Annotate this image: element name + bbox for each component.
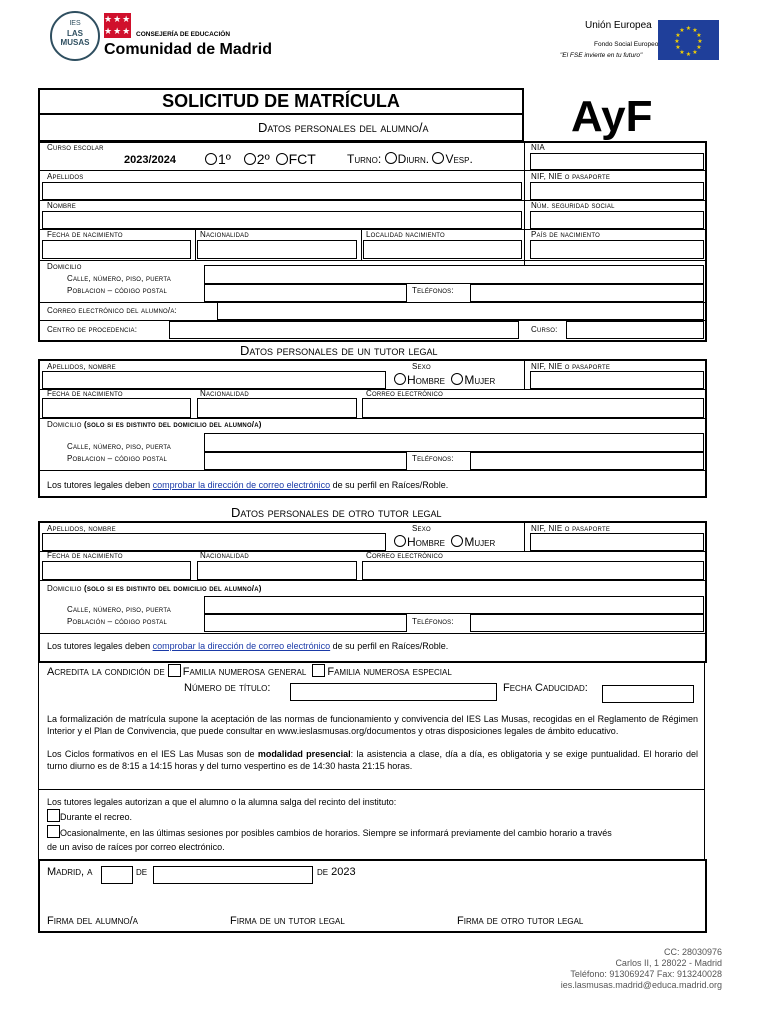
school-logo-main: LAS MUSAS (60, 29, 90, 47)
svg-text:★: ★ (685, 51, 692, 58)
tutor2-poblacion-field[interactable] (204, 614, 407, 632)
footer-address: Carlos II, 1 28022 - Madrid (615, 958, 722, 968)
tutor2-nif-field[interactable] (530, 533, 704, 551)
tutor1-nif-field[interactable] (530, 371, 704, 389)
caducidad-label: Fecha Caducidad: (503, 682, 588, 694)
legal-paragraph-2 (47, 749, 698, 772)
tutor2-domicilio-note: (solo si es distinto del domicilio del alumno/a) (84, 584, 262, 593)
tutor1-correo-field[interactable] (362, 398, 704, 418)
acredita-label: Acredita la condición de (47, 666, 165, 678)
nia-field[interactable] (530, 153, 704, 170)
legal-paragraph-1: La formalización de matrícula supone la aceptación de las normas de funcionamiento y convivencia del IES Las Musas, recogidas en el Reglamento de Régimen Interior y el Plan de Convivencia, que puede consultar en www.ieslasmusas.org/documentos y otras disposiciones legales de ámbito educativo. (47, 714, 698, 736)
tutor1-fecha-field[interactable] (42, 398, 191, 418)
tutor2-sexo-options (394, 535, 495, 549)
tutor2-note-post: de su perfil en Raíces/Roble. (330, 641, 449, 651)
autoriza-ocasional-cont: de un aviso de raíces por correo electrónico. (47, 842, 225, 852)
recreo-label: Durante el recreo. (60, 812, 133, 822)
poblacion-field[interactable] (204, 284, 407, 302)
footer-cc: CC: 28030976 (663, 947, 722, 957)
tutor2-nif-label: NIF, NIE o pasaporte (531, 524, 611, 533)
firma-alumno-label: Firma del alumno/a (47, 915, 139, 927)
tutor2-radio-mujer[interactable] (451, 535, 463, 547)
recreo-checkbox[interactable] (47, 809, 60, 822)
tutor1-domicilio-note: (solo si es distinto del domicilio del alumno/a) (84, 420, 262, 429)
tutor1-telefonos-label: Teléfonos: (412, 454, 454, 463)
nss-label: Núm. seguridad social (531, 201, 615, 210)
fecha-nac-label: Fecha de nacimiento (47, 230, 123, 239)
tutor1-check-email-link[interactable]: comprobar la dirección de correo electrónico (152, 480, 331, 490)
tutor2-nacionalidad-label: Nacionalidad (200, 551, 249, 560)
form-title: SOLICITUD DE MATRÍCULA (162, 91, 400, 111)
tutor2-telefonos-field[interactable] (470, 614, 704, 632)
poblacion-label: Poblacion – código postal (67, 286, 168, 295)
familia-especial-label: Familia numerosa especial (327, 666, 452, 678)
radio-vesp-label: Vesp. (445, 152, 473, 166)
tutor2-domicilio-text: Domicilio (47, 584, 82, 593)
curso-escolar-label: Curso escolar (47, 143, 104, 152)
tutor2-radio-hombre[interactable] (394, 535, 406, 547)
svg-text:★: ★ (679, 27, 685, 34)
familia-general-checkbox[interactable] (168, 664, 181, 677)
tutor1-telefonos-field[interactable] (470, 452, 704, 470)
pais-field[interactable] (530, 240, 704, 259)
tutor1-poblacion-field[interactable] (204, 452, 407, 470)
nombre-field[interactable] (42, 211, 522, 229)
tutor1-apellidos-label: Apellidos, nombre (47, 362, 116, 371)
nombre-label: Nombre (47, 201, 76, 210)
tutor2-poblacion-label: Población – código postal (67, 617, 168, 626)
tutor2-calle-label: Calle, número, piso, puerta (67, 605, 171, 614)
tutor1-sexo-options (394, 373, 495, 387)
madrid-label: Madrid, a (47, 866, 93, 878)
tutor2-apellidos-label: Apellidos, nombre (47, 524, 116, 533)
domicilio-label: Domicilio (47, 262, 82, 271)
form-code: AyF (571, 92, 653, 141)
tutor1-note (47, 480, 448, 490)
tutor1-calle-field[interactable] (204, 433, 704, 452)
pais-label: País de nacimiento (531, 230, 600, 239)
madrid-flag-icon: ★★★ ★★★★ (104, 14, 141, 36)
radio-fct[interactable] (276, 153, 288, 165)
eu-fund: Fondo Social Europeo (594, 41, 659, 48)
consejeria-label: CONSEJERÍA DE EDUCACIÓN (136, 31, 231, 38)
svg-text:★: ★ (685, 25, 692, 32)
apellidos-field[interactable] (42, 182, 522, 200)
firma-tutor1-label: Firma de un tutor legal (230, 915, 345, 927)
eu-title: Unión Europea (585, 20, 652, 31)
footer-phone: Teléfono: 913069247 Fax: 913240028 (570, 969, 722, 979)
legal-p2-pre: Los Ciclos formativos en el IES Las Musas son de (47, 749, 258, 759)
tutor1-fecha-label: Fecha de nacimiento (47, 389, 123, 398)
tutor1-nacionalidad-field[interactable] (197, 398, 357, 418)
localidad-label: Localidad nacimiento (366, 230, 445, 239)
tutor2-sexo-label: Sexo (412, 524, 431, 533)
svg-text:★: ★ (696, 32, 702, 39)
firma-month-field[interactable] (153, 866, 313, 884)
radio-1-label: 1º (218, 151, 231, 167)
calle-field[interactable] (204, 265, 704, 284)
ocasional-label: Ocasionalmente, en las últimas sesiones por posibles cambios de horarios. Siempre se informará previamente del cambio horario a través (60, 828, 612, 838)
nacionalidad-label: Nacionalidad (200, 230, 249, 239)
numero-titulo-field[interactable] (290, 683, 497, 701)
legal-p2-bold: modalidad presencial (257, 749, 351, 759)
firma-tutor2-label: Firma de otro tutor legal (457, 915, 584, 927)
svg-text:★: ★ (692, 49, 698, 56)
telefonos-label: Teléfonos: (412, 286, 454, 295)
correo-alumno-label: Correo electrónico del alumno/a: (47, 306, 177, 315)
svg-text:★: ★ (679, 49, 685, 56)
tutor1-radio-mujer[interactable] (451, 373, 463, 385)
svg-text:★: ★ (674, 38, 680, 45)
numero-titulo-label: Número de título: (184, 682, 271, 694)
tutor1-calle-label: Calle, número, piso, puerta (67, 442, 171, 451)
de-label: de (136, 866, 148, 878)
tutor1-mujer-label: Mujer (464, 373, 496, 387)
eu-motto: "El FSE invierte en tu futuro" (560, 52, 643, 59)
fecha-nac-field[interactable] (42, 240, 191, 259)
localidad-field[interactable] (363, 240, 522, 259)
tutor1-note-post: de su perfil en Raíces/Roble. (330, 480, 449, 490)
tutor2-fecha-field[interactable] (42, 561, 191, 580)
tutor2-telefonos-label: Teléfonos: (412, 617, 454, 626)
tutor2-calle-field[interactable] (204, 596, 704, 614)
tutor2-hombre-label: Hombre (407, 535, 446, 549)
curso-label: Curso: (531, 325, 558, 334)
svg-text:★: ★ (692, 27, 698, 34)
familia-row (47, 664, 452, 678)
turno-label: Turno: (347, 152, 382, 166)
curso-options (205, 151, 316, 167)
correo-alumno-field[interactable] (217, 302, 704, 320)
tutor1-apellidos-field[interactable] (42, 371, 386, 389)
tutor1-poblacion-label: Poblacion – código postal (67, 454, 168, 463)
tutor2-nacionalidad-field[interactable] (197, 561, 357, 580)
tutor2-domicilio-label (47, 584, 262, 593)
autoriza-recreo (47, 809, 132, 822)
svg-text:★: ★ (675, 32, 681, 39)
radio-2-label: 2º (256, 151, 270, 167)
student-section-title: Datos personales del alumno/a (258, 120, 429, 135)
tutor2-apellidos-field[interactable] (42, 533, 386, 551)
curso-field[interactable] (566, 321, 704, 339)
year-label: de 2023 (317, 866, 356, 878)
tutor1-domicilio-label (47, 420, 262, 429)
school-logo (50, 11, 100, 61)
radio-fct-label: FCT (288, 151, 316, 167)
tutor1-correo-label: Correo electrónico (366, 389, 443, 398)
firma-day-field[interactable] (101, 866, 133, 884)
tutor1-nacionalidad-label: Nacionalidad (200, 389, 249, 398)
tutor2-note-pre: Los tutores legales deben (47, 641, 153, 651)
tutor1-nif-label: NIF, NIE o pasaporte (531, 362, 611, 371)
tutor2-fecha-label: Fecha de nacimiento (47, 551, 123, 560)
nia-label: NIA (531, 143, 545, 152)
calle-label: Calle, número, piso, puerta (67, 274, 171, 283)
tutor2-section-title: Datos personales de otro tutor legal (231, 505, 442, 520)
curso-escolar-value: 2023/2024 (124, 154, 176, 166)
nif-label: NIF, NIE o pasaporte (531, 172, 611, 181)
svg-text:★: ★ (675, 44, 681, 51)
radio-1[interactable] (205, 153, 217, 165)
tutor1-radio-hombre[interactable] (394, 373, 406, 385)
turno-options (347, 152, 473, 166)
tutor2-mujer-label: Mujer (464, 535, 496, 549)
svg-text:★: ★ (697, 38, 703, 45)
radio-vesp[interactable] (432, 152, 444, 164)
nif-field[interactable] (530, 182, 704, 200)
legal-p2-post: : la asistencia a clase, día a día, es obligatoria y se exige puntualidad. El horario del turno diurno es de 8:15 a 14:15 horas y del turno vespertino es de 14:30 hasta 21:15 horas. (47, 749, 699, 771)
familia-especial-checkbox[interactable] (312, 664, 325, 677)
footer-email: ies.lasmusas.madrid@educa.madrid.org (560, 980, 722, 990)
tutor1-hombre-label: Hombre (407, 373, 446, 387)
ocasional-checkbox[interactable] (47, 825, 60, 838)
radio-diurno-label: Diurn. (397, 152, 430, 166)
tutor2-correo-label: Correo electrónico (366, 551, 443, 560)
centro-field[interactable] (169, 321, 519, 339)
centro-label: Centro de procedencia: (47, 325, 138, 334)
school-logo-top: IES (69, 20, 81, 27)
svg-text:★: ★ (696, 44, 702, 51)
caducidad-field[interactable] (602, 685, 694, 703)
tutor2-correo-field[interactable] (362, 561, 704, 580)
telefonos-field[interactable] (470, 284, 704, 302)
apellidos-label: Apellidos (47, 172, 84, 181)
tutor1-note-pre: Los tutores legales deben (47, 480, 153, 490)
radio-diurno[interactable] (385, 152, 397, 164)
tutor2-note (47, 641, 448, 651)
tutor2-check-email-link[interactable]: comprobar la dirección de correo electrónico (152, 641, 331, 651)
autoriza-intro: Los tutores legales autorizan a que el alumno o la alumna salga del recinto del instituto: (47, 797, 397, 807)
nss-field[interactable] (530, 211, 704, 229)
nacionalidad-field[interactable] (197, 240, 357, 259)
familia-general-label: Familia numerosa general (182, 666, 307, 678)
eu-flag-icon (658, 20, 719, 60)
tutor1-sexo-label: Sexo (412, 362, 431, 371)
autoriza-ocasional (47, 825, 612, 838)
comunidad-label: Comunidad de Madrid (104, 41, 272, 58)
tutor1-domicilio-text: Domicilio (47, 420, 82, 429)
radio-2[interactable] (244, 153, 256, 165)
tutor1-section-title: Datos personales de un tutor legal (240, 343, 438, 358)
